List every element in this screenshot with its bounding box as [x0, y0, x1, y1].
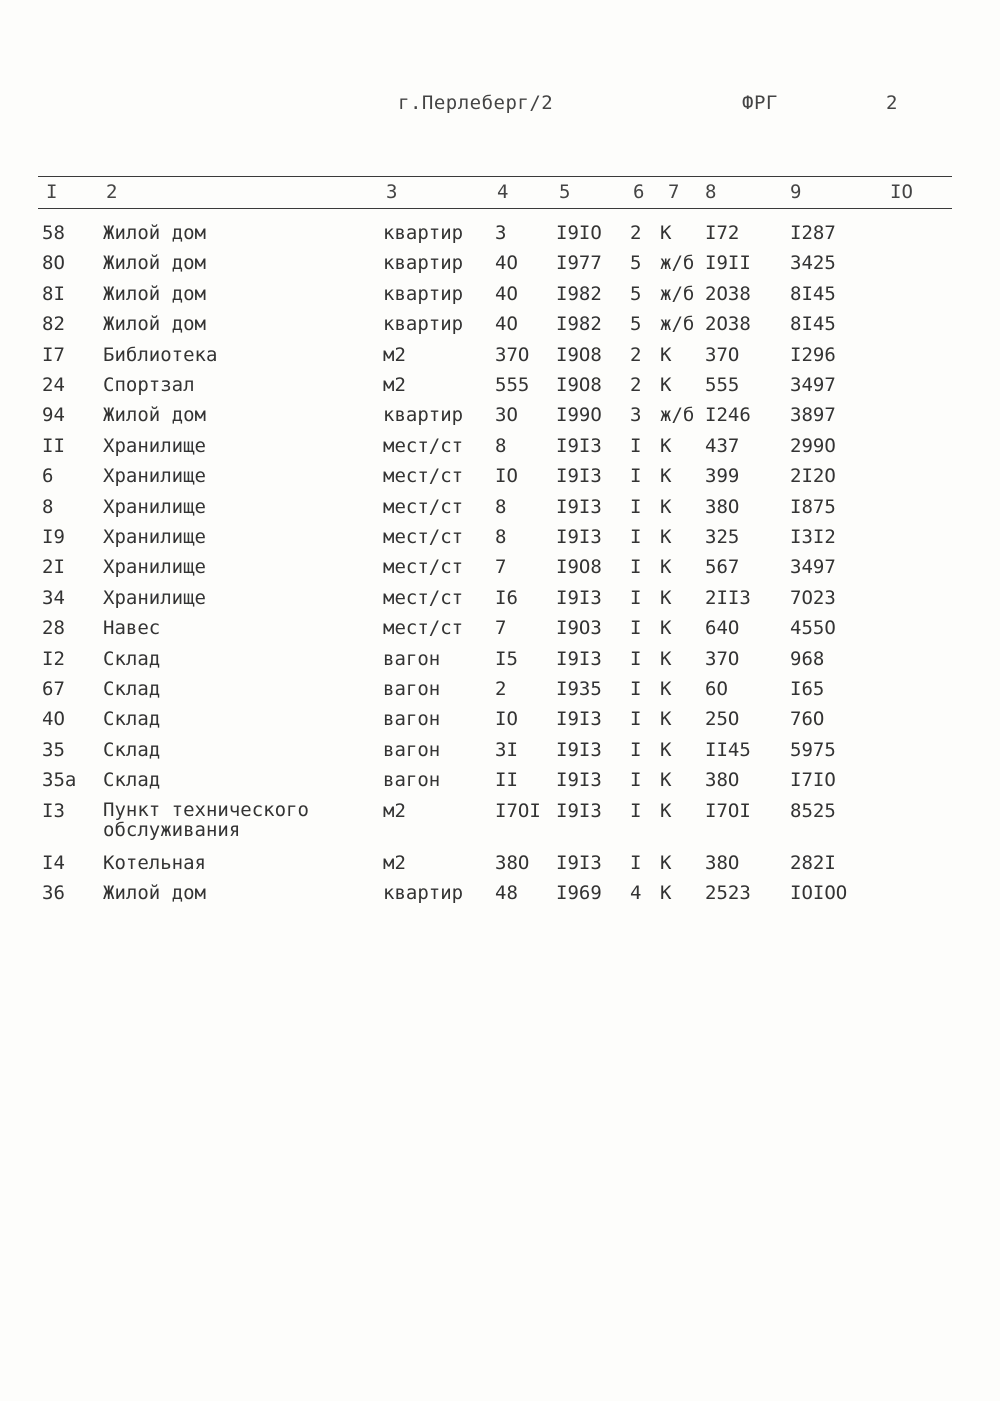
row-number: 35а — [42, 769, 77, 792]
unit: мест/ст — [383, 556, 464, 579]
value: I875 — [790, 495, 836, 518]
quantity: 3I — [495, 738, 518, 761]
year-built: I9I3 — [556, 586, 602, 609]
unit: квартир — [383, 222, 464, 244]
material: К — [660, 222, 672, 244]
quantity: 8 — [495, 495, 507, 518]
column-header-7: 7 — [668, 181, 680, 203]
object-name: Хранилище — [103, 495, 206, 518]
table-row — [0, 739, 1000, 769]
row-number: 58 — [42, 222, 65, 244]
material: К — [660, 678, 672, 700]
object-name: Склад — [103, 769, 161, 792]
unit: м2 — [383, 851, 406, 874]
floors: I — [630, 465, 642, 488]
table-row — [0, 252, 1000, 282]
floors: 5 — [630, 313, 642, 336]
year-built: I9I3 — [556, 495, 602, 518]
object-name: Жилой дом — [103, 313, 206, 336]
floors: I — [630, 769, 642, 792]
row-number: 8I — [42, 282, 65, 305]
row-number: 36 — [42, 882, 65, 904]
row-number: I9 — [42, 526, 65, 548]
year-built: I99O — [556, 404, 602, 427]
material: К — [660, 647, 672, 670]
unit: вагон — [383, 647, 441, 670]
table-row — [0, 617, 1000, 647]
table-top-rule — [38, 176, 952, 177]
quantity: 8 — [495, 526, 507, 548]
object-name: Жилой дом — [103, 404, 206, 427]
column-header-8: 8 — [705, 181, 717, 203]
value: 455O — [790, 617, 836, 640]
table-row — [0, 798, 1000, 841]
table-row — [0, 496, 1000, 526]
area: II45 — [705, 738, 751, 761]
year-built: I9O8 — [556, 343, 602, 366]
row-number: 6 — [42, 465, 54, 488]
column-header-1: I — [46, 181, 58, 203]
area: 38O — [705, 769, 740, 792]
area: 2II3 — [705, 586, 751, 609]
table-header-rule — [38, 208, 952, 209]
row-number: II — [42, 434, 65, 457]
quantity: 555 — [495, 374, 530, 396]
area: 38O — [705, 851, 740, 874]
object-name: Навес — [103, 617, 161, 640]
unit: квартир — [383, 404, 464, 427]
object-name: Спортзал — [103, 374, 195, 396]
unit: мест/ст — [383, 465, 464, 488]
year-built: I9O8 — [556, 374, 602, 396]
quantity: 7 — [495, 617, 507, 640]
floors: I — [630, 708, 642, 731]
object-name: Жилой дом — [103, 222, 206, 244]
material: ж/б — [660, 404, 695, 427]
row-number: 28 — [42, 617, 65, 640]
year-built: I9I3 — [556, 799, 602, 822]
quantity: 4O — [495, 252, 518, 275]
area: 2O38 — [705, 282, 751, 305]
quantity: 2 — [495, 678, 507, 700]
row-number: 82 — [42, 313, 65, 336]
unit: квартир — [383, 882, 464, 904]
object-name: Хранилище — [103, 526, 206, 548]
unit: квартир — [383, 282, 464, 305]
floors: I — [630, 799, 642, 822]
row-number: 24 — [42, 374, 65, 396]
unit: квартир — [383, 252, 464, 275]
value: 76O — [790, 708, 825, 731]
area: 325 — [705, 526, 740, 548]
row-number: 67 — [42, 678, 65, 700]
page-number: 2 — [886, 92, 898, 114]
object-name: Склад — [103, 678, 161, 700]
row-number: 2I — [42, 556, 65, 579]
material: К — [660, 465, 672, 488]
quantity: II — [495, 769, 518, 792]
table-row — [0, 374, 1000, 404]
floors: I — [630, 678, 642, 700]
year-built: I9I3 — [556, 465, 602, 488]
row-number: 8O — [42, 252, 65, 275]
area: 399 — [705, 465, 740, 488]
year-built: I9IO — [556, 222, 602, 244]
unit: м2 — [383, 799, 406, 822]
area: 2523 — [705, 882, 751, 904]
object-name: Хранилище — [103, 465, 206, 488]
unit: м2 — [383, 343, 406, 366]
row-number: I2 — [42, 647, 65, 670]
table-row — [0, 769, 1000, 799]
quantity: 4O — [495, 282, 518, 305]
quantity: 4O — [495, 313, 518, 336]
area: 37O — [705, 647, 740, 670]
object-name: Склад — [103, 647, 161, 670]
object-name: Жилой дом — [103, 882, 206, 904]
floors: I — [630, 586, 642, 609]
material: К — [660, 769, 672, 792]
material: К — [660, 343, 672, 366]
table-row — [0, 852, 1000, 882]
value: 2I2O — [790, 465, 836, 488]
quantity: I6 — [495, 586, 518, 609]
material: ж/б — [660, 252, 695, 275]
value: 3897 — [790, 404, 836, 427]
table-row — [0, 435, 1000, 465]
floors: I — [630, 434, 642, 457]
material: К — [660, 374, 672, 396]
value: IOIOO — [790, 882, 848, 904]
year-built: I977 — [556, 252, 602, 275]
value: I7IO — [790, 769, 836, 792]
area: 2O38 — [705, 313, 751, 336]
area: 64O — [705, 617, 740, 640]
quantity: 3 — [495, 222, 507, 244]
object-name: Жилой дом — [103, 282, 206, 305]
unit: мест/ст — [383, 495, 464, 518]
floors: 3 — [630, 404, 642, 427]
material: К — [660, 526, 672, 548]
column-header-6: 6 — [633, 181, 645, 203]
year-built: I9I3 — [556, 647, 602, 670]
value: 968 — [790, 647, 825, 670]
floors: I — [630, 851, 642, 874]
material: К — [660, 556, 672, 579]
value: I3I2 — [790, 526, 836, 548]
area: I246 — [705, 404, 751, 427]
object-name: Хранилище — [103, 556, 206, 579]
table-row — [0, 678, 1000, 708]
material: К — [660, 586, 672, 609]
value: I65 — [790, 678, 825, 700]
column-header-4: 4 — [497, 181, 509, 203]
floors: 5 — [630, 252, 642, 275]
quantity: I7OI — [495, 799, 541, 822]
table-row — [0, 344, 1000, 374]
table-row — [0, 313, 1000, 343]
year-built: I9O3 — [556, 617, 602, 640]
area: 38O — [705, 495, 740, 518]
floors: 2 — [630, 374, 642, 396]
material: К — [660, 799, 672, 822]
area: 37O — [705, 343, 740, 366]
area: 6O — [705, 678, 728, 700]
object-name: Склад — [103, 738, 161, 761]
year-built: I935 — [556, 678, 602, 700]
year-built: I9I3 — [556, 851, 602, 874]
material: К — [660, 617, 672, 640]
quantity: 7 — [495, 556, 507, 579]
material: К — [660, 738, 672, 761]
table-row — [0, 708, 1000, 738]
floors: I — [630, 647, 642, 670]
table-row — [0, 526, 1000, 556]
unit: вагон — [383, 678, 441, 700]
column-header-3: 3 — [386, 181, 398, 203]
floors: I — [630, 495, 642, 518]
floors: 5 — [630, 282, 642, 305]
year-built: I9I3 — [556, 769, 602, 792]
year-built: I9O8 — [556, 556, 602, 579]
unit: м2 — [383, 374, 406, 396]
table-row — [0, 283, 1000, 313]
material: К — [660, 495, 672, 518]
unit: мест/ст — [383, 526, 464, 548]
table-row — [0, 556, 1000, 586]
value: 3497 — [790, 374, 836, 396]
column-header-2: 2 — [106, 181, 118, 203]
quantity: 38O — [495, 851, 530, 874]
object-name: Пункт технического обслуживания — [103, 798, 309, 841]
area: 555 — [705, 374, 740, 396]
unit: мест/ст — [383, 586, 464, 609]
year-built: I982 — [556, 313, 602, 336]
row-number: 94 — [42, 404, 65, 427]
header-city: г.Перлеберг/2 — [398, 92, 554, 114]
row-number: 8 — [42, 495, 54, 518]
quantity: I5 — [495, 647, 518, 670]
object-name: Хранилище — [103, 586, 206, 609]
object-name: Хранилище — [103, 434, 206, 457]
floors: I — [630, 617, 642, 640]
value: 7O23 — [790, 586, 836, 609]
area: I72 — [705, 222, 740, 244]
area: 567 — [705, 556, 740, 579]
floors: 2 — [630, 222, 642, 244]
area: I7OI — [705, 799, 751, 822]
row-number: 35 — [42, 738, 65, 761]
quantity: 3O — [495, 404, 518, 427]
floors: I — [630, 738, 642, 761]
material: ж/б — [660, 282, 695, 305]
table-row — [0, 222, 1000, 252]
value: I296 — [790, 343, 836, 366]
year-built: I9I3 — [556, 708, 602, 731]
unit: вагон — [383, 738, 441, 761]
area: 437 — [705, 434, 740, 457]
floors: I — [630, 526, 642, 548]
value: 8525 — [790, 799, 836, 822]
table-row — [0, 648, 1000, 678]
floors: 2 — [630, 343, 642, 366]
value: 299O — [790, 434, 836, 457]
unit: вагон — [383, 708, 441, 731]
unit: мест/ст — [383, 434, 464, 457]
table-row — [0, 404, 1000, 434]
floors: 4 — [630, 882, 642, 904]
value: 5975 — [790, 738, 836, 761]
quantity: IO — [495, 465, 518, 488]
object-name: Библиотека — [103, 343, 218, 366]
quantity: 48 — [495, 882, 518, 904]
year-built: I9I3 — [556, 738, 602, 761]
unit: мест/ст — [383, 617, 464, 640]
quantity: IO — [495, 708, 518, 731]
year-built: I9I3 — [556, 526, 602, 548]
value: 3497 — [790, 556, 836, 579]
quantity: 8 — [495, 434, 507, 457]
year-built: I969 — [556, 882, 602, 904]
quantity: 37O — [495, 343, 530, 366]
material: К — [660, 882, 672, 904]
value: 282I — [790, 851, 836, 874]
unit: вагон — [383, 769, 441, 792]
value: 3425 — [790, 252, 836, 275]
table-row — [0, 882, 1000, 912]
row-number: I7 — [42, 343, 65, 366]
column-header-10: IO — [890, 181, 913, 203]
column-header-9: 9 — [790, 181, 802, 203]
year-built: I982 — [556, 282, 602, 305]
row-number: I4 — [42, 851, 65, 874]
value: 8I45 — [790, 313, 836, 336]
value: I287 — [790, 222, 836, 244]
table-row — [0, 465, 1000, 495]
object-name: Котельная — [103, 851, 206, 874]
value: 8I45 — [790, 282, 836, 305]
object-name: Склад — [103, 708, 161, 731]
row-number: 4O — [42, 708, 65, 731]
header-country: ФРГ — [742, 92, 778, 114]
year-built: I9I3 — [556, 434, 602, 457]
object-name: Жилой дом — [103, 252, 206, 275]
material: К — [660, 434, 672, 457]
table-row — [0, 587, 1000, 617]
area: 25O — [705, 708, 740, 731]
area: I9II — [705, 252, 751, 275]
floors: I — [630, 556, 642, 579]
unit: квартир — [383, 313, 464, 336]
column-header-5: 5 — [559, 181, 571, 203]
material: К — [660, 708, 672, 731]
material: ж/б — [660, 313, 695, 336]
material: К — [660, 851, 672, 874]
row-number: 34 — [42, 586, 65, 609]
row-number: I3 — [42, 799, 65, 822]
